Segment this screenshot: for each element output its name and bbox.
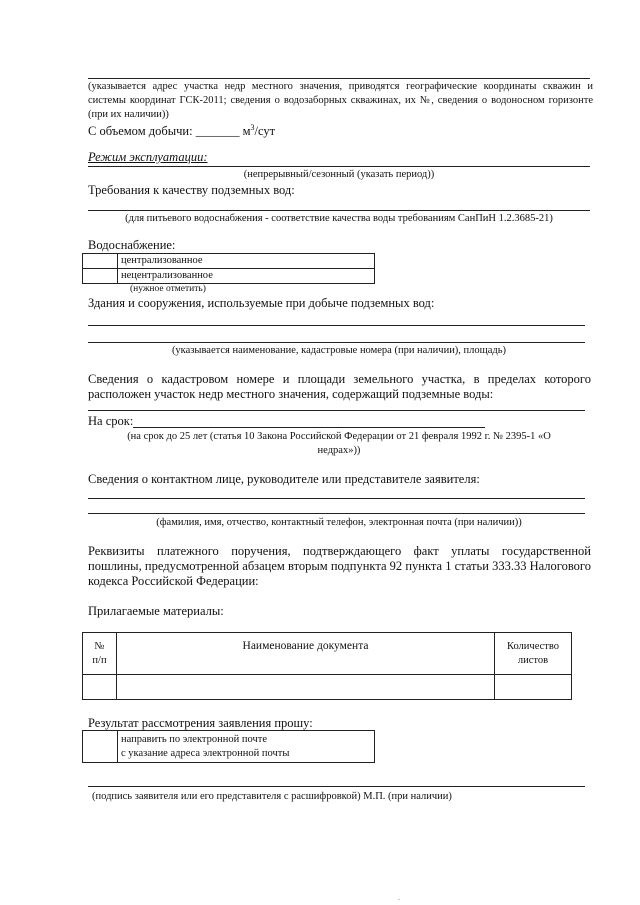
water-supply-label: Водоснабжение: [88, 238, 176, 252]
quality-line[interactable] [88, 210, 590, 211]
checkbox-decentralized[interactable] [83, 269, 118, 284]
regime-note: (непрерывный/сезонный (указать период)) [243, 169, 435, 180]
col-header-name: Наименование документа [117, 633, 495, 675]
cadastral-line[interactable] [88, 410, 585, 411]
page-mark: . [398, 893, 400, 902]
col-header-count [495, 633, 572, 675]
buildings-line-1[interactable] [88, 325, 585, 326]
volume-unit-suffix: /сут [254, 124, 276, 139]
term-line[interactable] [133, 427, 485, 428]
address-note: (указывается адрес участка недр местного значения, приводятся географические координаты скважин и системы координат ГСК-2011; сведения о водозаборных скважинах, их №, сведения о водоносном горизонте (при их наличии)) [88, 81, 593, 120]
contact-label: Сведения о контактном лице, руководителе или представителе заявителя: [88, 472, 480, 486]
result-table [82, 730, 375, 763]
result-label: Результат рассмотрения заявления прошу: [88, 716, 313, 730]
option-decentralized: нецентрализованное [118, 269, 375, 284]
option-email-line1: направить по электронной почте [121, 733, 268, 745]
buildings-line-2[interactable] [88, 342, 585, 343]
water-supply-table [82, 253, 375, 284]
col-count-line2: листов [517, 654, 549, 666]
option-email-line2: с указание адреса электронной почты [121, 747, 290, 759]
term-note-1: (на срок до 25 лет (статья 10 Закона Российской Федерации от 21 февраля 1992 г. № 2395-1 «О [127, 431, 551, 442]
payment-text: Реквизиты платежного поручения, подтверждающего факт уплаты государственной пошлины, предусмотренной абзацем вторым подпункта 92 пункта 1 статьи 333.33 Налогового кодекса Российской Федерации: [88, 544, 591, 588]
term-label: На срок: [88, 414, 134, 428]
col-header-number [83, 633, 117, 675]
cadastral-label: Сведения о кадастровом номере и площади земельного участка, в пределах которого расположен участок недр местного значения, содержащий подземные воды: [88, 372, 591, 401]
checkbox-email[interactable] [83, 731, 118, 763]
attachments-label: Прилагаемые материалы: [88, 604, 224, 618]
col-count-line1: Количество [506, 640, 560, 652]
attachment-cell-number[interactable] [83, 675, 117, 700]
checkbox-centralized[interactable] [83, 254, 118, 269]
signature-line[interactable] [88, 786, 585, 787]
address-line [88, 78, 590, 79]
volume-label: С объемом добычи: [88, 124, 193, 139]
volume-unit-prefix: м [242, 124, 251, 139]
volume-row [88, 120, 388, 139]
attachments-table [82, 632, 572, 700]
option-centralized: централизованное [118, 254, 375, 269]
col-number-line1: № [94, 640, 105, 652]
attachment-cell-count[interactable] [495, 675, 572, 700]
quality-note: (для питьевого водоснабжения - соответствие качества воды требованиям СанПиН 1.2.3685-21) [125, 213, 553, 224]
volume-unit-sup: 3 [250, 123, 255, 132]
buildings-note: (указывается наименование, кадастровые номера (при наличии), площадь) [171, 345, 507, 356]
col-number-line2: п/п [92, 654, 107, 666]
water-supply-note: (нужное отметить) [130, 284, 206, 294]
buildings-label: Здания и сооружения, используемые при добыче подземных вод: [88, 296, 435, 310]
volume-blank[interactable]: _______ [195, 124, 240, 139]
signature-note: (подпись заявителя или его представителя с расшифровкой) М.П. (при наличии) [92, 791, 452, 802]
contact-note: (фамилия, имя, отчество, контактный телефон, электронная почта (при наличии)) [156, 517, 522, 528]
regime-label: Режим эксплуатации: [88, 150, 208, 164]
option-email [118, 731, 375, 763]
contact-line-1[interactable] [88, 498, 585, 499]
term-note-2: недрах»)) [317, 445, 361, 456]
contact-line-2[interactable] [88, 513, 585, 514]
quality-label: Требования к качеству подземных вод: [88, 183, 295, 197]
regime-line[interactable] [88, 166, 590, 167]
attachment-cell-name[interactable] [117, 675, 495, 700]
